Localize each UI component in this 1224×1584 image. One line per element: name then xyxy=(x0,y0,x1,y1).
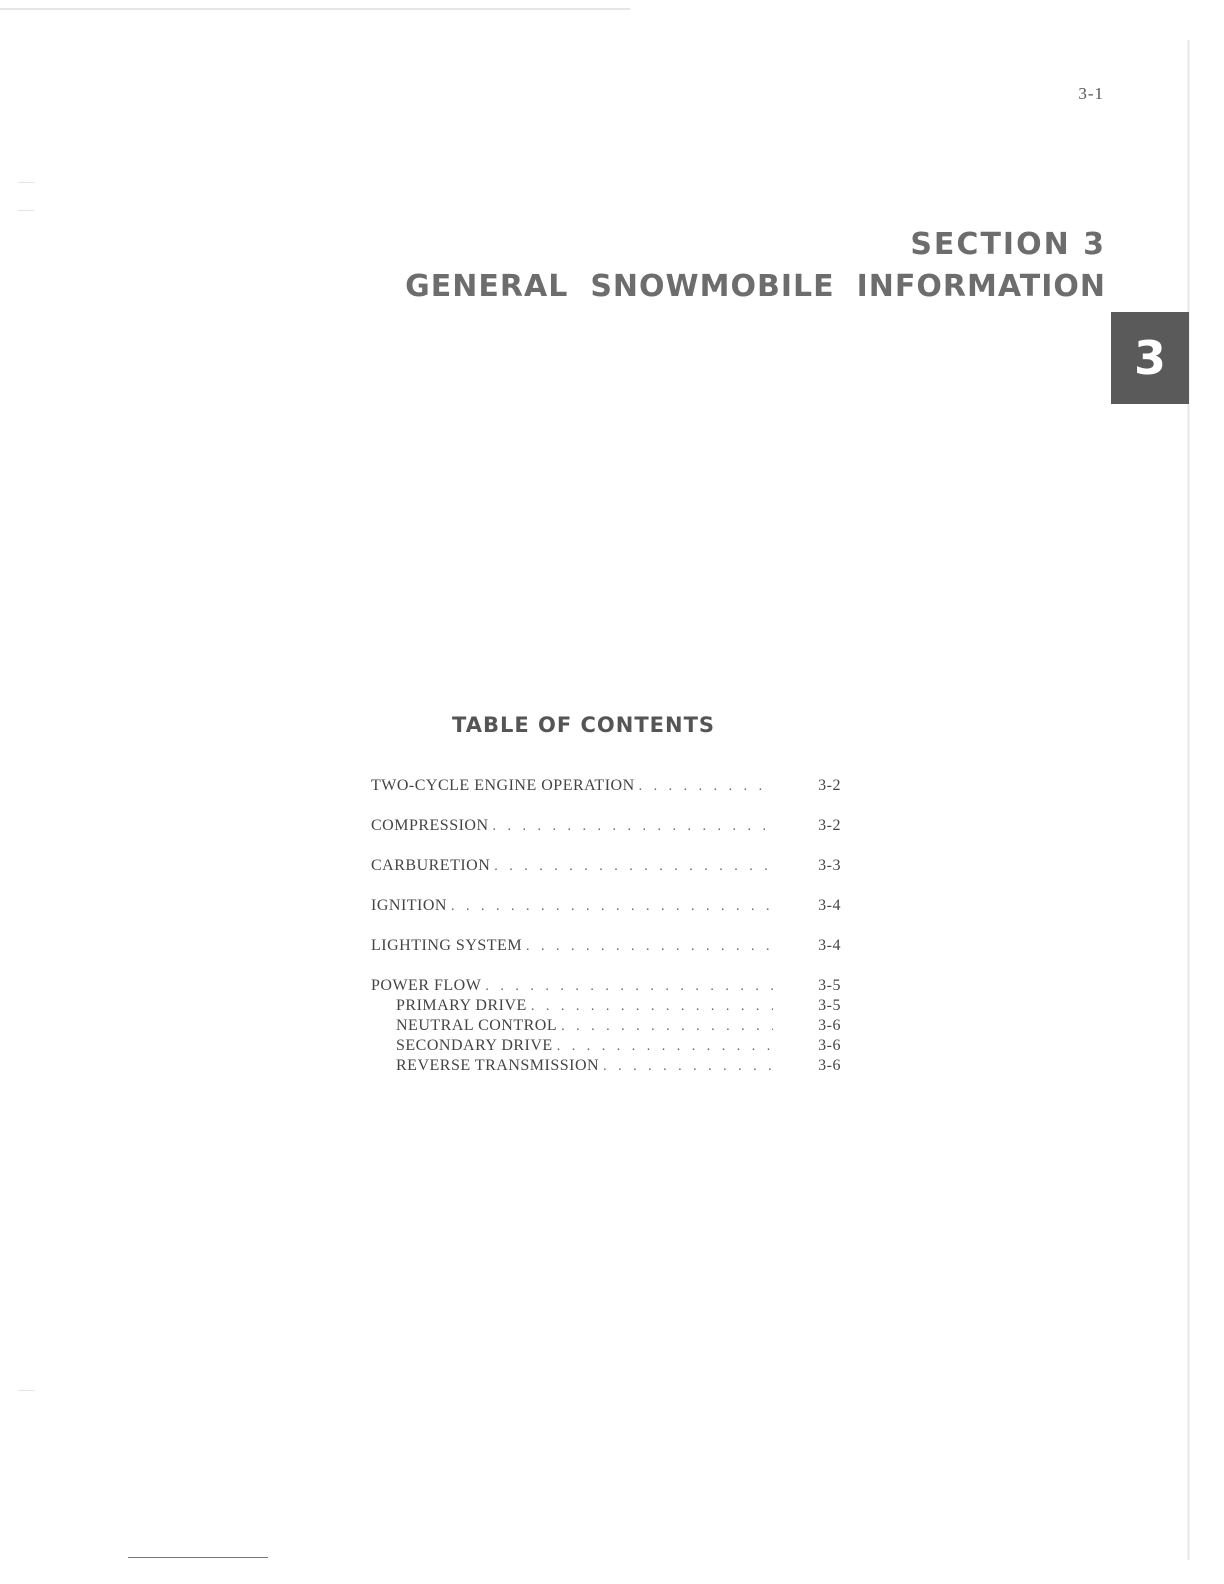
page-edge-shadow xyxy=(1187,40,1190,1560)
toc-entry xyxy=(371,817,851,837)
toc-entry-page: 3-4 xyxy=(818,937,841,954)
toc-entry xyxy=(371,857,851,877)
toc-entry-label: TWO-CYCLE ENGINE OPERATION xyxy=(371,777,635,794)
toc-heading: TABLE OF CONTENTS xyxy=(452,713,716,737)
toc-entry-page: 3-2 xyxy=(818,777,841,794)
bottom-rule xyxy=(128,1557,268,1558)
toc-subentry xyxy=(371,997,851,1017)
toc-leader-dots xyxy=(561,1019,773,1035)
section-tab-marker xyxy=(1111,312,1189,404)
toc-entry-label: COMPRESSION xyxy=(371,817,489,834)
toc-entry-page: 3-4 xyxy=(818,897,841,914)
margin-mark xyxy=(18,182,34,183)
toc-leader-dots xyxy=(603,1059,773,1075)
toc-entry-label: PRIMARY DRIVE xyxy=(396,997,527,1014)
toc-entry-label: REVERSE TRANSMISSION xyxy=(396,1057,600,1074)
toc-entry-page: 3-6 xyxy=(818,1017,841,1034)
toc-entry-page: 3-6 xyxy=(818,1037,841,1054)
toc-entry xyxy=(371,897,851,917)
toc-entry xyxy=(371,977,851,997)
toc-subentry xyxy=(371,1037,851,1057)
section-title-word: SNOWMOBILE xyxy=(590,269,835,304)
toc-leader-dots xyxy=(494,859,773,875)
section-tab-label: 3 xyxy=(1133,331,1166,385)
toc-entry-page: 3-5 xyxy=(818,977,841,994)
section-title-word: INFORMATION xyxy=(856,269,1106,304)
toc-entry-page: 3-2 xyxy=(818,817,841,834)
toc-leader-dots xyxy=(451,899,773,915)
toc-entry-label: SECONDARY DRIVE xyxy=(396,1037,553,1054)
section-number: SECTION 3 xyxy=(910,227,1106,262)
toc-leader-dots xyxy=(531,999,773,1015)
toc-entry-page: 3-3 xyxy=(818,857,841,874)
margin-mark xyxy=(18,210,34,211)
toc-entry xyxy=(371,937,851,957)
toc-subentry xyxy=(371,1057,851,1077)
toc-leader-dots xyxy=(485,979,773,995)
section-heading xyxy=(405,224,1106,308)
toc-leader-dots xyxy=(493,819,773,835)
toc-entry-label: IGNITION xyxy=(371,897,447,914)
toc-entry-label: LIGHTING SYSTEM xyxy=(371,937,523,954)
section-title xyxy=(405,266,1106,308)
page-number: 3-1 xyxy=(1078,84,1104,103)
toc-leader-dots xyxy=(526,939,773,955)
toc-entry-label: POWER FLOW xyxy=(371,977,482,994)
section-title-word: GENERAL xyxy=(405,269,569,304)
toc-entry xyxy=(371,777,851,797)
toc-entry-page: 3-5 xyxy=(818,997,841,1014)
toc-entry-label: CARBURETION xyxy=(371,857,491,874)
top-scan-rule xyxy=(0,8,630,10)
margin-mark xyxy=(18,1390,34,1391)
table-of-contents xyxy=(371,777,851,1077)
toc-subentry xyxy=(371,1017,851,1037)
toc-entry-label: NEUTRAL CONTROL xyxy=(396,1017,558,1034)
toc-leader-dots xyxy=(639,779,773,795)
toc-entry-page: 3-6 xyxy=(818,1057,841,1074)
toc-leader-dots xyxy=(557,1039,773,1055)
